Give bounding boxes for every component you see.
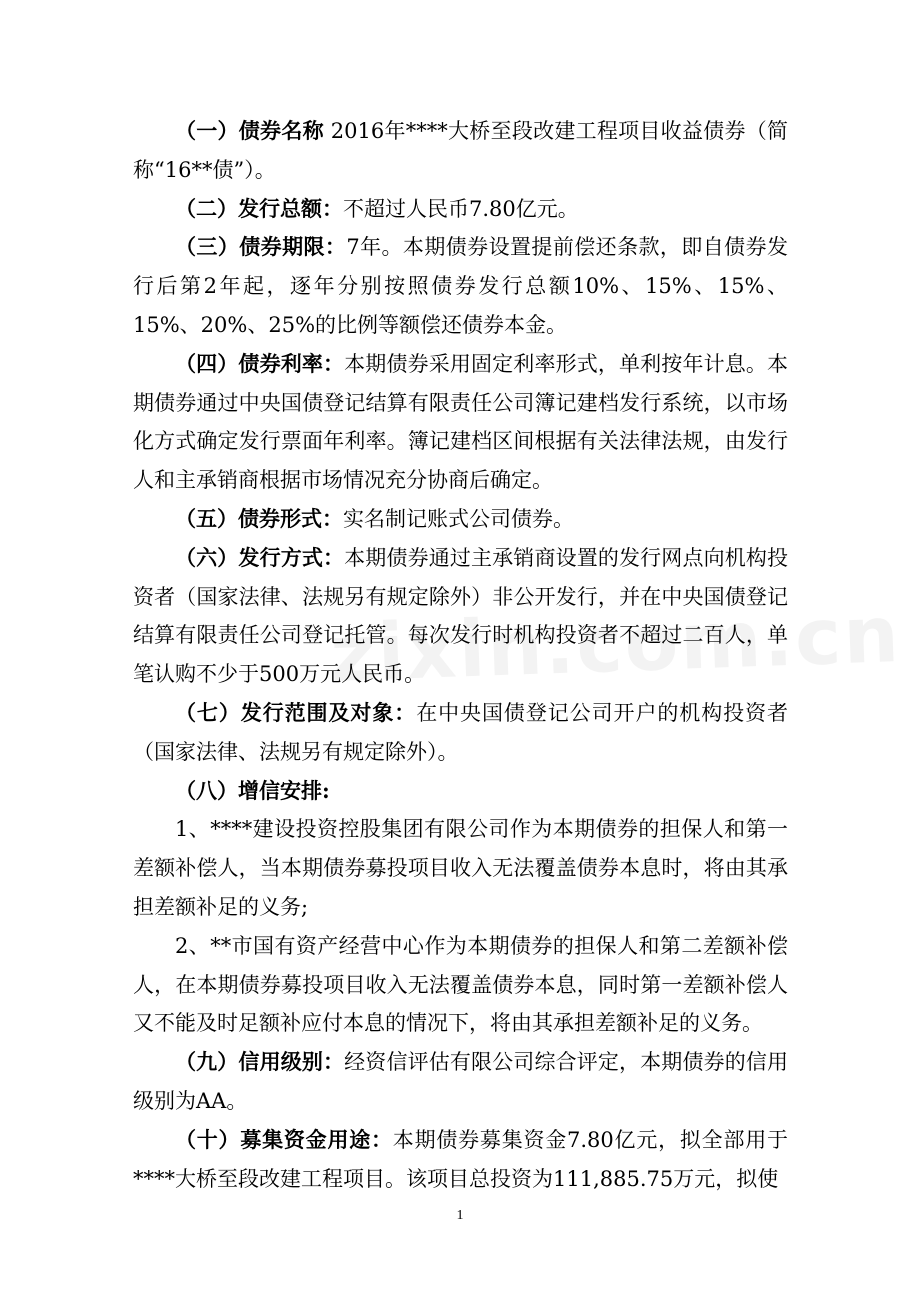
paragraph-label: （八）增信安排: [175,777,330,803]
paragraph-bond-name [133,112,788,190]
paragraph-label: （九）信用级别： [175,1049,345,1075]
paragraph-label: （五）债券形式： [175,505,343,531]
paragraph-text: 实名制记账式公司债券。 [343,506,574,531]
paragraph-bond-form [133,500,788,539]
paragraph-credit-rating [133,1043,788,1121]
paragraph-enhancement-item-1 [133,810,788,926]
paragraph-text: 经资信评估有限公司综合评定，本期债券的信用级别为AA。 [133,1050,789,1113]
paragraph-enhancement-item-2 [133,927,788,1043]
paragraph-bond-term [133,228,788,344]
paragraph-label: （二）发行总额： [175,195,343,221]
paragraph-text: 本期债券采用固定利率形式，单利按年计息。本期债券通过中央国债登记结算有限责任公司簿记建档发行系统，以市场化方式确定发行票面年利率。簿记建档区间根据有关法律法规，由发行人和主承销商根据市场情况充分协商后确定。 [133,351,789,493]
paragraph-label: （六）发行方式： [175,544,345,570]
paragraph-text: 2016年****大桥至段改建工程项目收益债券（简称“16**债”）。 [133,119,789,182]
paragraph-text: 本期债券通过主承销商设置的发行网点向机构投资者（国家法律、法规另有规定除外）非公开发行，并在中央国债登记结算有限责任公司登记托管。每次发行时机构投资者不超过二百人，单笔认购不少于500万元人民币。 [133,545,789,687]
paragraph-label: （一）债券名称 [175,118,324,143]
paragraph-issue-amount [133,190,788,229]
paragraph-text: 本期债券募集资金7.80亿元，拟全部用于****大桥至段改建工程项目。该项目总投资为111,885.75万元，拟使 [133,1127,789,1191]
paragraph-text: 7年。本期债券设置提前偿还条款，即自债券发行后第2年起，逐年分别按照债券发行总额10%、15%、15%、15%、20%、25%的比例等额偿还债券本金。 [133,235,789,337]
paragraph-label: （十）募集资金用途： [175,1126,393,1152]
paragraph-issue-method [133,539,788,694]
paragraph-label: （三）债券期限： [175,234,347,260]
paragraph-text: 2、**市国有资产经营中心作为本期债券的担保人和第二差额补偿人，在本期债券募投项目收入无法覆盖债券本息，同时第一差额补偿人又不能及时足额补应付本息的情况下，将由其承担差额补足的义务。 [133,933,788,1036]
paragraph-interest-rate [133,345,788,500]
paragraph-text: 在中央国债登记公司开户的机构投资者（国家法律、法规另有规定除外）。 [133,700,789,764]
paragraph-use-of-proceeds [133,1121,788,1199]
paragraph-label: （七）发行范围及对象： [175,699,417,725]
paragraph-label: （四）债券利率： [175,350,345,376]
paragraph-text: 1、****建设投资控股集团有限公司作为本期债券的担保人和第一差额补偿人，当本期债券募投项目收入无法覆盖债券本息时，将由其承担差额补足的义务; [133,817,788,919]
document-body [133,112,788,1198]
page-number: 1 [456,1208,464,1223]
paragraph-issue-scope [133,694,788,772]
paragraph-credit-enhancement [133,772,788,811]
paragraph-text: 不超过人民币7.80亿元。 [343,196,579,221]
